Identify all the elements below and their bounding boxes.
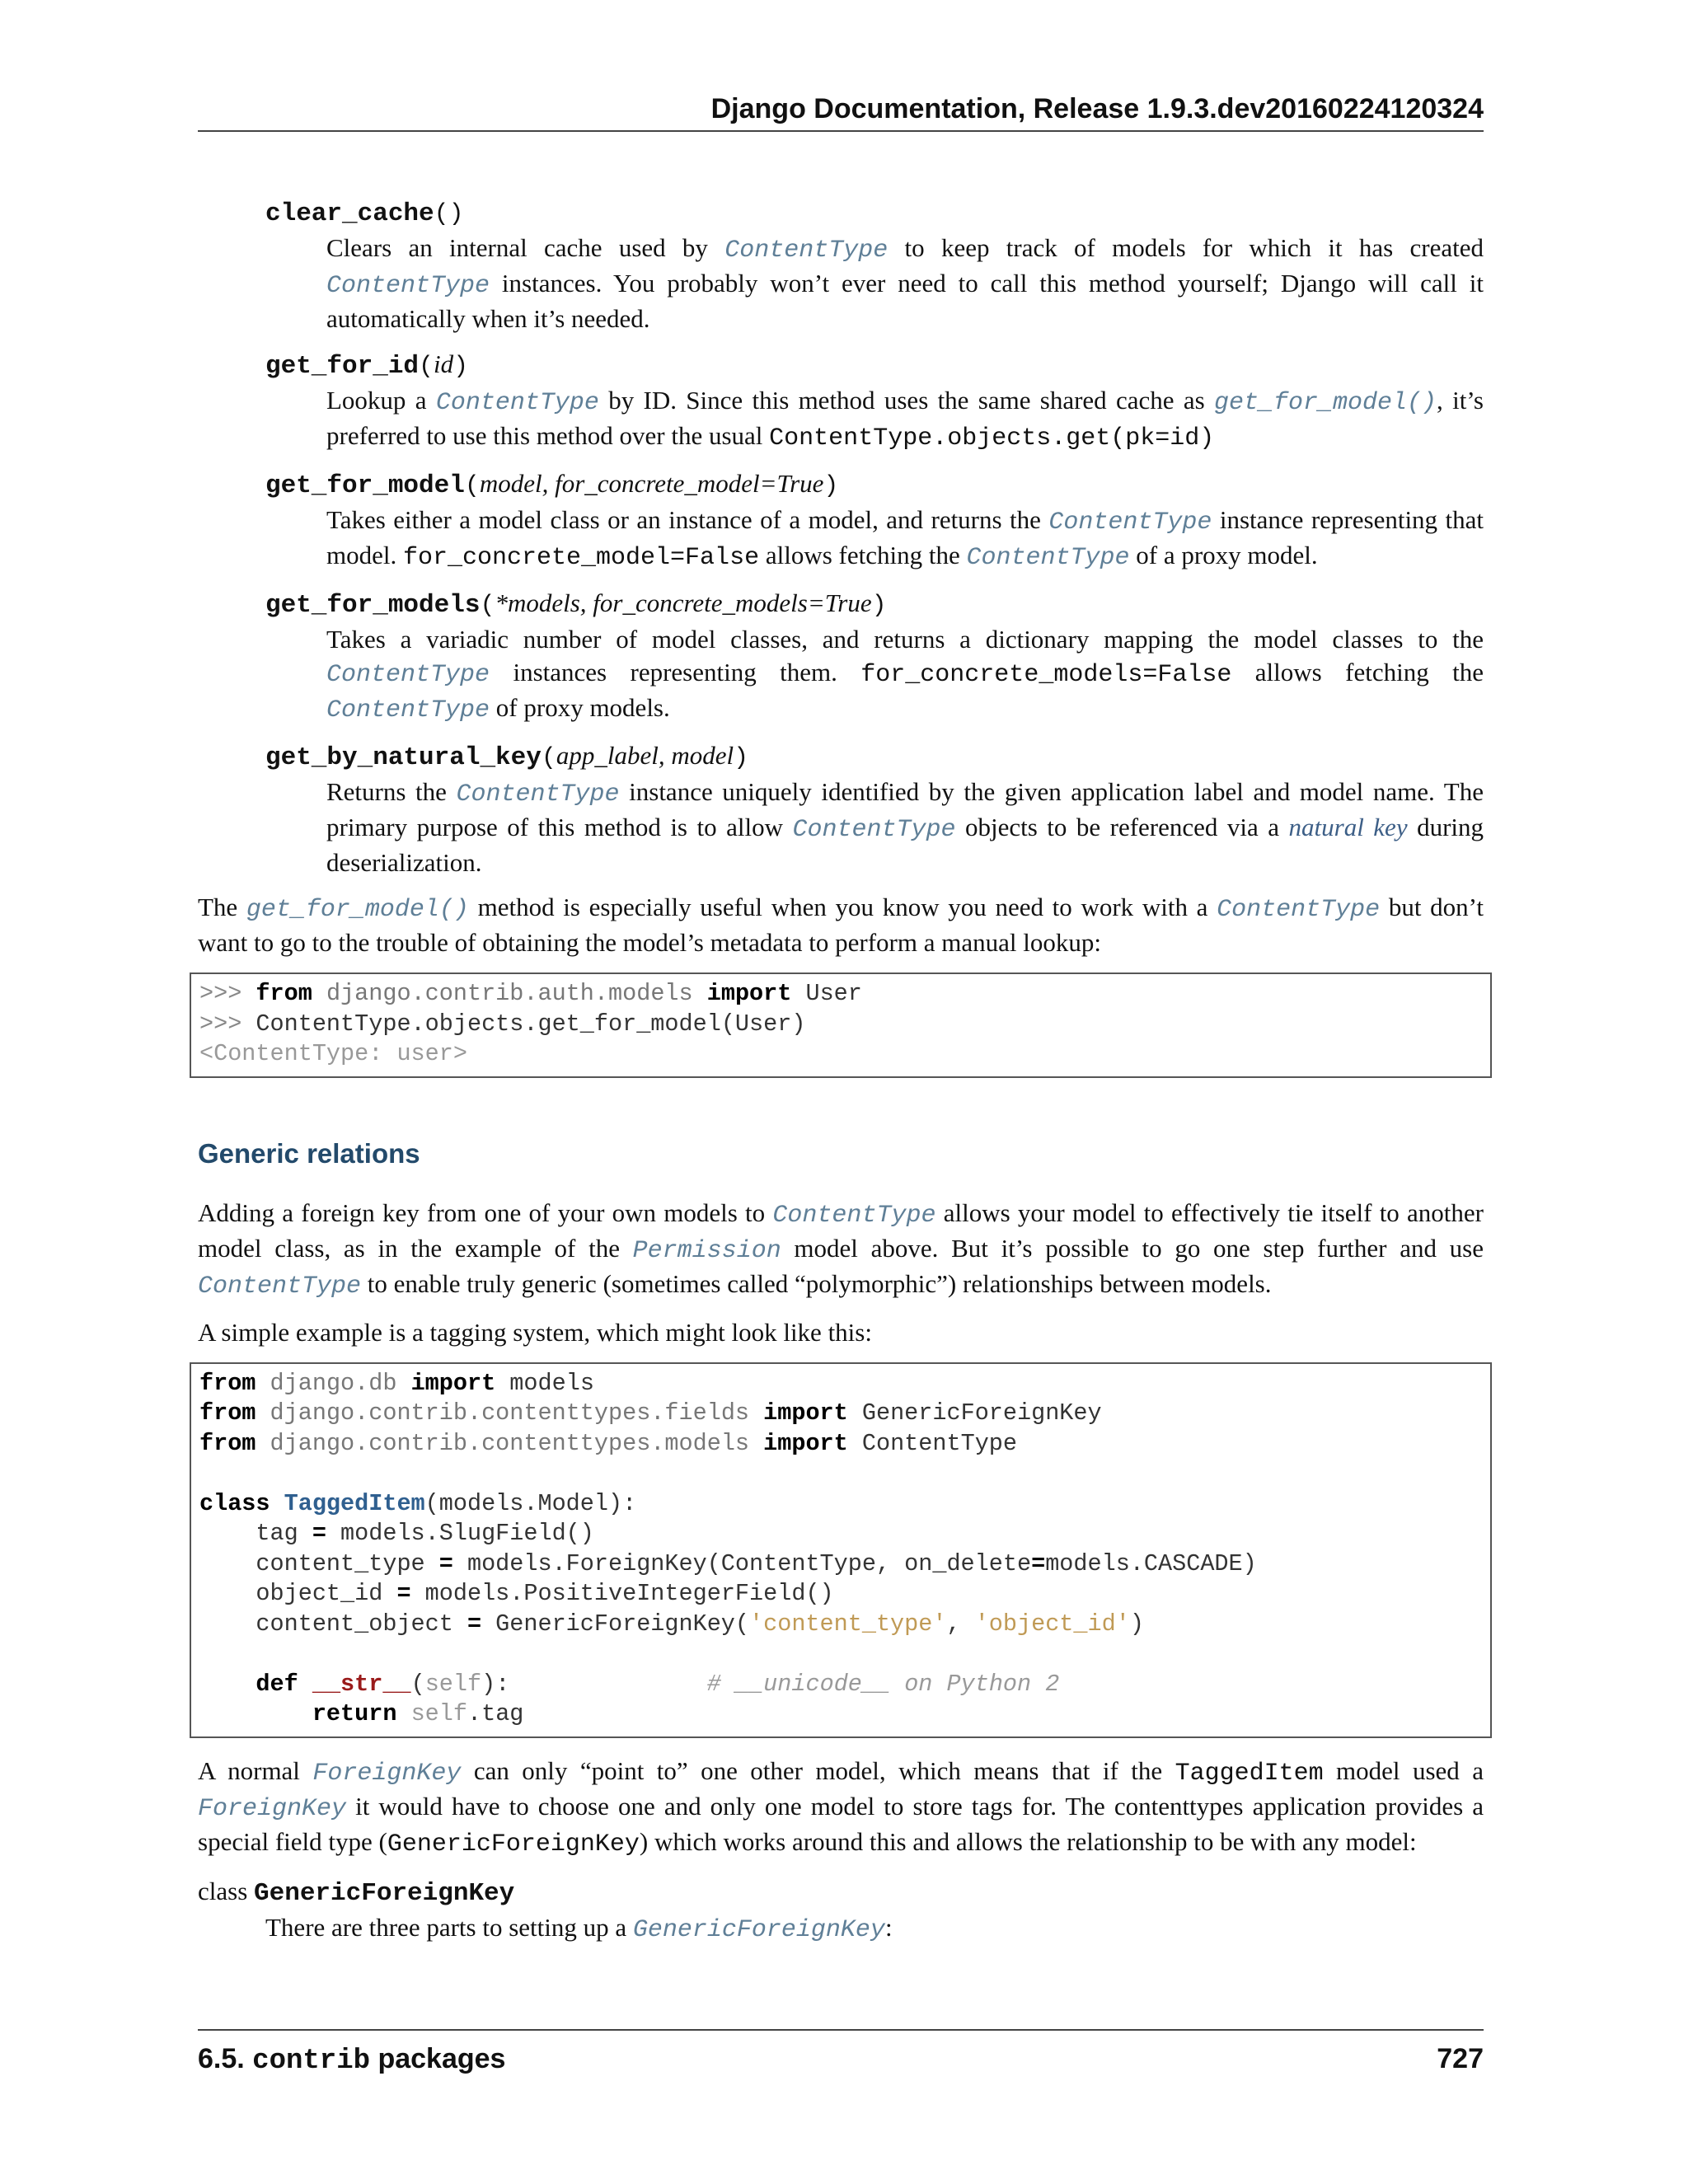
text-run: instances. You probably won’t ever need to call this method yourself; Django will call it automatically when it’s needed.	[326, 269, 1484, 333]
code-token: models.ForeignKey(ContentType, on_delete	[452, 1549, 1032, 1577]
code-line	[199, 1459, 1482, 1489]
code-token: >>>	[199, 1010, 256, 1038]
code-token: models	[495, 1369, 594, 1397]
code-token: django.contrib.auth.models	[326, 980, 693, 1007]
method-get-for-id	[265, 347, 1484, 455]
method-params: model, for_concrete_model=True	[479, 469, 824, 498]
class-definition-genericforeignkey	[198, 1874, 1484, 1947]
text-run: model used a	[1323, 1755, 1484, 1785]
code-token: GenericForeignKey	[847, 1399, 1102, 1427]
text-run: A normal	[198, 1755, 313, 1785]
glossary-link[interactable]: natural key	[1288, 813, 1408, 841]
code-token	[270, 1490, 284, 1517]
code-token: =	[396, 1580, 411, 1607]
method-description	[326, 504, 1484, 574]
code-line	[199, 1010, 1482, 1040]
footer-section	[198, 2037, 505, 2083]
code-line	[199, 1399, 1482, 1429]
code-token: .tag	[467, 1700, 524, 1727]
code-token: from	[199, 1369, 256, 1397]
code-token	[256, 1430, 270, 1457]
method-description	[326, 384, 1484, 455]
class-name: GenericForeignKey	[254, 1878, 515, 1908]
code-token: self	[424, 1670, 482, 1698]
code-line	[199, 979, 1482, 1010]
text-run: during deserialization.	[326, 813, 1484, 877]
paren-close: )	[448, 200, 464, 228]
method-name: get_for_id	[265, 352, 420, 381]
cross-reference-link[interactable]: ContentType	[1217, 896, 1381, 924]
text-run: it would have to choose one and only one model to store tags for. The contenttypes application provides a special field type (	[198, 1791, 1484, 1856]
method-description	[326, 232, 1484, 335]
method-get-for-models	[265, 586, 1484, 727]
code-token	[256, 1370, 270, 1397]
code-token: def	[256, 1670, 298, 1698]
cross-reference-link[interactable]: ContentType	[326, 696, 490, 724]
code-line	[199, 1639, 1482, 1670]
text-run: :	[884, 1912, 893, 1942]
code-token	[396, 1370, 410, 1397]
code-token: models.CASCADE)	[1045, 1549, 1257, 1577]
inline-code: for_concrete_model=False	[403, 544, 760, 572]
code-token	[749, 1430, 763, 1457]
method-clear-cache	[265, 194, 1484, 335]
paren-close: )	[453, 353, 469, 381]
code-token: from	[256, 980, 312, 1007]
cross-reference-link[interactable]: ContentType	[1048, 509, 1212, 537]
code-token: GenericForeignKey(	[481, 1610, 750, 1638]
paren-open: (	[464, 472, 480, 500]
text-run: method is especially useful when you know you need to work with a	[468, 893, 1217, 921]
code-token: ContentType	[847, 1429, 1017, 1457]
method-params: *models, for_concrete_models=True	[495, 588, 872, 617]
code-token	[693, 980, 707, 1007]
text-run: The	[198, 893, 246, 921]
text-run: Returns the	[326, 777, 457, 806]
text-run: to enable truly generic (sometimes called “polymorphic”) relationships between models.	[361, 1268, 1272, 1298]
method-get-for-model	[265, 466, 1484, 574]
cross-reference-link[interactable]: ContentType	[435, 389, 599, 417]
text-run: by ID. Since this method uses the same shared cache as	[598, 386, 1214, 415]
cross-reference-link[interactable]: ContentType	[456, 780, 620, 808]
code-token: models.SlugField()	[326, 1520, 594, 1547]
code-token: models.PositiveIntegerField()	[410, 1580, 834, 1607]
code-token: <ContentType: user>	[199, 1040, 467, 1067]
footer-section-number: 6.5.	[198, 2043, 245, 2074]
paren-open: (	[434, 200, 449, 228]
method-name: get_for_models	[265, 591, 481, 620]
cross-reference-link[interactable]: ContentType	[198, 1272, 362, 1301]
paren-open: (	[419, 353, 434, 381]
cross-reference-link[interactable]: ForeignKey	[312, 1759, 462, 1788]
method-description	[326, 776, 1484, 879]
cross-reference-link[interactable]: ContentType	[792, 816, 956, 844]
code-line	[199, 1699, 1482, 1730]
method-get-by-natural-key	[265, 738, 1484, 879]
cross-reference-link[interactable]: GenericForeignKey	[632, 1915, 885, 1944]
code-token	[298, 1671, 312, 1698]
paragraph-get-for-model	[198, 891, 1484, 959]
code-token: content_object	[199, 1610, 467, 1638]
text-run: allows your model to effectively tie itself to another model class, as in the example of the	[198, 1197, 1484, 1263]
code-token: )	[1129, 1610, 1144, 1638]
code-token: object_id	[199, 1580, 397, 1607]
code-token: (	[410, 1670, 425, 1698]
paragraph-normal-foreignkey	[198, 1755, 1484, 1861]
text-run: There are three parts to setting up a	[265, 1912, 633, 1942]
inline-code: for_concrete_models=False	[860, 661, 1232, 689]
page-content	[198, 194, 1484, 1947]
code-token	[256, 1399, 270, 1427]
text-run: allows fetching the	[1231, 658, 1484, 687]
text-run: to keep track of models for which it has created	[888, 233, 1484, 262]
code-line	[199, 1670, 1482, 1700]
section-heading-generic-relations: Generic relations	[198, 1137, 420, 1169]
text-run: Clears an internal cache used by	[326, 233, 725, 262]
code-token: =	[467, 1610, 482, 1638]
paren-open: (	[541, 744, 556, 772]
code-token: return	[312, 1700, 397, 1727]
cross-reference-link[interactable]: ContentType	[772, 1201, 936, 1230]
code-token: =	[1031, 1549, 1046, 1577]
code-token: __str__	[312, 1670, 411, 1698]
method-list	[198, 194, 1484, 879]
method-name: get_for_model	[265, 471, 465, 500]
cross-reference-link[interactable]: get_for_model()	[246, 896, 469, 924]
code-token	[396, 1700, 410, 1727]
code-token: import	[763, 1399, 848, 1427]
code-line	[199, 1579, 1482, 1610]
running-header	[198, 91, 1484, 132]
code-token: import	[706, 980, 792, 1007]
code-token	[312, 980, 326, 1007]
code-token: 'content_type'	[749, 1610, 947, 1638]
text-run: instance uniquely identified by the given application label and model name. The primary purpose of this method is to allow	[326, 777, 1484, 841]
code-token: ):	[481, 1670, 707, 1698]
code-token: (models.Model):	[424, 1489, 637, 1517]
code-token	[749, 1399, 763, 1427]
footer-section-text: packages	[377, 2043, 506, 2074]
method-params: id	[434, 349, 454, 378]
text-run: Lookup a	[326, 386, 436, 415]
class-keyword: class	[198, 1876, 248, 1905]
method-name: get_by_natural_key	[265, 743, 542, 772]
text-run: of proxy models.	[490, 693, 670, 722]
code-token: content_type	[199, 1549, 439, 1577]
inline-code: ContentType.objects.get(pk=id)	[769, 424, 1215, 452]
text-run: , it’s preferred to use this method over the usual	[326, 386, 1484, 450]
cross-reference-link[interactable]: ContentType	[966, 544, 1130, 572]
code-token: 'object_id'	[974, 1610, 1130, 1638]
class-description	[265, 1911, 1484, 1947]
paren-close: )	[734, 744, 749, 772]
cross-reference-link[interactable]: ContentType	[326, 272, 490, 300]
code-token: ,	[946, 1610, 975, 1638]
code-token: django.contrib.contenttypes.models	[270, 1429, 750, 1457]
code-token: django.db	[270, 1369, 397, 1397]
text-run: of a proxy model.	[1129, 541, 1318, 569]
text-run: objects to be referenced via a	[955, 813, 1289, 841]
code-token: User	[791, 980, 862, 1007]
code-block-lookup	[190, 972, 1492, 1078]
text-run: Takes either a model class or an instance of a model, and returns the	[326, 505, 1049, 534]
code-token: self	[410, 1700, 467, 1727]
method-name: clear_cache	[265, 199, 434, 228]
code-token: =	[312, 1520, 326, 1547]
text-run: Takes a variadic number of model classes, and returns a dictionary mapping the model classes to the	[326, 625, 1484, 654]
code-token: # __unicode__ on Python 2	[706, 1670, 1060, 1698]
code-line	[199, 1519, 1482, 1549]
inline-code: TaggedItem	[1175, 1759, 1324, 1788]
code-token: import	[410, 1369, 496, 1397]
cross-reference-link[interactable]: ContentType	[326, 661, 490, 689]
code-token: import	[763, 1429, 848, 1457]
code-token: ContentType.objects.get_for_model(User)	[256, 1010, 806, 1038]
text-run: allows fetching the	[759, 541, 967, 569]
paren-close: )	[871, 592, 887, 620]
text-run: Adding a foreign key from one of your own models to	[198, 1197, 773, 1227]
inline-code: GenericForeignKey	[387, 1830, 640, 1858]
code-token: class	[199, 1489, 270, 1517]
code-token: TaggedItem	[284, 1489, 425, 1517]
page-number: 727	[1437, 2043, 1484, 2074]
code-line	[199, 1549, 1482, 1580]
code-line	[199, 1610, 1482, 1640]
code-token: from	[199, 1429, 256, 1457]
code-token	[199, 1700, 312, 1727]
code-token: =	[438, 1549, 453, 1577]
cross-reference-link[interactable]: Permission	[632, 1236, 781, 1265]
code-line	[199, 1369, 1482, 1399]
footer-section-code: contrib	[252, 2046, 370, 2077]
text-run: can only “point to” one other model, which means that if the	[461, 1755, 1175, 1785]
running-footer	[198, 2029, 1484, 2083]
code-line	[199, 1039, 1482, 1070]
document-title: Django Documentation, Release 1.9.3.dev20160224120324	[710, 93, 1484, 124]
paragraph-adding-foreign-key	[198, 1197, 1484, 1303]
paren-close: )	[823, 472, 839, 500]
text-run: instances representing them.	[490, 658, 861, 687]
code-token: django.contrib.contenttypes.fields	[270, 1399, 750, 1427]
text-run: model above. But it’s possible to go one step further and use	[781, 1233, 1484, 1263]
method-params: app_label, model	[556, 741, 734, 770]
code-token: from	[199, 1399, 256, 1427]
code-token: >>>	[199, 980, 256, 1007]
text-run: A simple example is a tagging system, which might look like this:	[198, 1317, 872, 1347]
text-run: instance representing that model.	[326, 505, 1484, 569]
code-line	[199, 1489, 1482, 1520]
code-token: tag	[199, 1520, 312, 1547]
text-run: but don’t want to go to the trouble of obtaining the model’s metadata to perform a manual lookup:	[198, 893, 1484, 957]
cross-reference-link[interactable]: get_for_model()	[1213, 389, 1437, 417]
paren-open: (	[480, 592, 495, 620]
code-line	[199, 1429, 1482, 1460]
paragraph-simple-example	[198, 1316, 1484, 1349]
cross-reference-link[interactable]: ContentType	[724, 237, 889, 265]
code-token	[199, 1671, 256, 1698]
cross-reference-link[interactable]: ForeignKey	[198, 1794, 347, 1823]
method-description	[326, 623, 1484, 727]
text-run: ) which works around this and allows the relationship to be with any model:	[639, 1826, 1417, 1856]
code-block-tagged-item	[190, 1362, 1492, 1738]
